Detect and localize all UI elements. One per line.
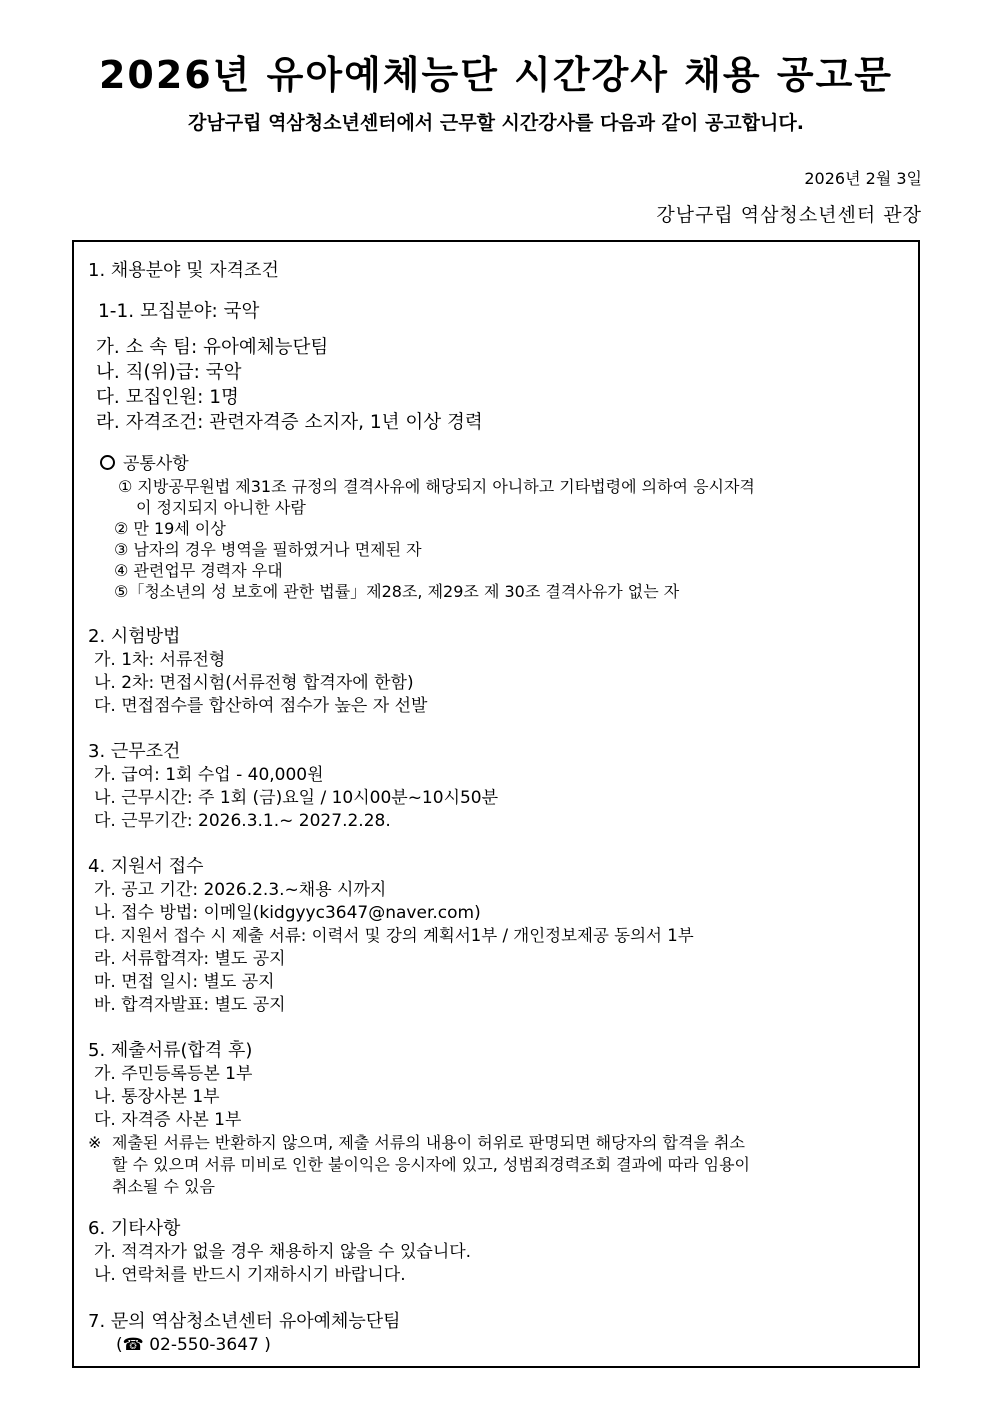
- section-7-heading: 7. 문의 역삼청소년센터 유아예체능단팀: [88, 1311, 401, 1332]
- common-item: ③ 남자의 경우 병역을 필하였거나 면제된 자: [114, 540, 422, 559]
- common-item: ④ 관련업무 경력자 우대: [114, 561, 283, 580]
- circle-bullet-icon: [100, 455, 115, 470]
- section-4-item: 마. 면접 일시: 별도 공지: [94, 972, 275, 992]
- section-2-item: 가. 1차: 서류전형: [94, 650, 226, 670]
- common-requirements-label: 공통사항: [123, 454, 189, 474]
- common-item: ② 만 19세 이상: [114, 519, 226, 538]
- section-4-heading: 4. 지원서 접수: [88, 856, 204, 877]
- section-4-item: 다. 지원서 접수 시 제출 서류: 이력서 및 강의 계획서1부 / 개인정보제공 동의서 1부: [94, 926, 694, 945]
- section-3-item: 나. 근무시간: 주 1회 (금)요일 / 10시00분~10시50분: [94, 788, 499, 808]
- section-3-item: 가. 급여: 1회 수업 - 40,000원: [94, 765, 324, 785]
- common-item: ① 지방공무원법 제31조 규정의 결격사유에 해당되지 아니하고 기타법령에 의하여 응시자격: [118, 477, 755, 496]
- section-6-heading: 6. 기타사항: [88, 1218, 181, 1239]
- section-3-item: 다. 근무기간: 2026.3.1.~ 2027.2.28.: [94, 811, 391, 831]
- section-5-note-line: 취소될 수 있음: [112, 1177, 215, 1196]
- section-1-item: 나. 직(위)급: 국악: [96, 362, 242, 383]
- common-requirements-heading: [100, 454, 189, 474]
- notice-issuer: 강남구립 역삼청소년센터 관장: [656, 204, 922, 226]
- section-4-item: 라. 서류합격자: 별도 공지: [94, 949, 286, 969]
- section-4-item: 가. 공고 기간: 2026.2.3.~채용 시까지: [94, 880, 387, 900]
- notice-body-box: [72, 240, 920, 1368]
- section-4-item: 나. 접수 방법: 이메일(kidgyyc3647@naver.com): [94, 903, 481, 923]
- section-5-heading: 5. 제출서류(합격 후): [88, 1040, 253, 1061]
- common-item: ⑤「청소년의 성 보호에 관한 법률」제28조, 제29조 제 30조 결격사유가 없는 자: [114, 582, 680, 601]
- section-6-item: 가. 적격자가 없을 경우 채용하지 않을 수 있습니다.: [94, 1242, 472, 1262]
- section-4-item: 바. 합격자발표: 별도 공지: [94, 995, 286, 1015]
- section-5-note-line: 제출된 서류는 반환하지 않으며, 제출 서류의 내용이 허위로 판명되면 해당자의 합격을 취소: [112, 1133, 745, 1152]
- notice-date: 2026년 2월 3일: [804, 169, 922, 188]
- section-5-item: 가. 주민등록등본 1부: [94, 1064, 253, 1084]
- notice-subtitle: 강남구립 역삼청소년센터에서 근무할 시간강사를 다음과 같이 공고합니다.: [188, 112, 804, 134]
- common-item-continued: 이 정지되지 아니한 사람: [136, 498, 306, 517]
- section-1-item: 가. 소 속 팀: 유아예체능단팀: [96, 337, 329, 358]
- section-1-item: 다. 모집인원: 1명: [96, 387, 239, 408]
- section-1-item: 라. 자격조건: 관련자격증 소지자, 1년 이상 경력: [96, 412, 483, 433]
- section-6-item: 나. 연락처를 반드시 기재하시기 바랍니다.: [94, 1265, 406, 1285]
- section-2-item: 다. 면접점수를 합산하여 점수가 높은 자 선발: [94, 696, 428, 716]
- section-5-item: 다. 자격증 사본 1부: [94, 1110, 242, 1130]
- section-5-item: 나. 통장사본 1부: [94, 1087, 220, 1107]
- section-1-1-subheading: 1-1. 모집분야: 국악: [98, 301, 260, 322]
- note-mark: ※: [88, 1133, 102, 1152]
- notice-title: 2026년 유아예체능단 시간강사 채용 공고문: [98, 53, 893, 97]
- contact-phone: (☎ 02-550-3647 ): [116, 1335, 271, 1355]
- section-1-heading: 1. 채용분야 및 자격조건: [88, 260, 279, 281]
- section-2-heading: 2. 시험방법: [88, 626, 181, 647]
- section-5-note-line: 할 수 있으며 서류 미비로 인한 불이익은 응시자에 있고, 성범죄경력조회 결과에 따라 임용이: [112, 1155, 750, 1174]
- section-3-heading: 3. 근무조건: [88, 741, 181, 762]
- section-2-item: 나. 2차: 면접시험(서류전형 합격자에 한함): [94, 673, 414, 693]
